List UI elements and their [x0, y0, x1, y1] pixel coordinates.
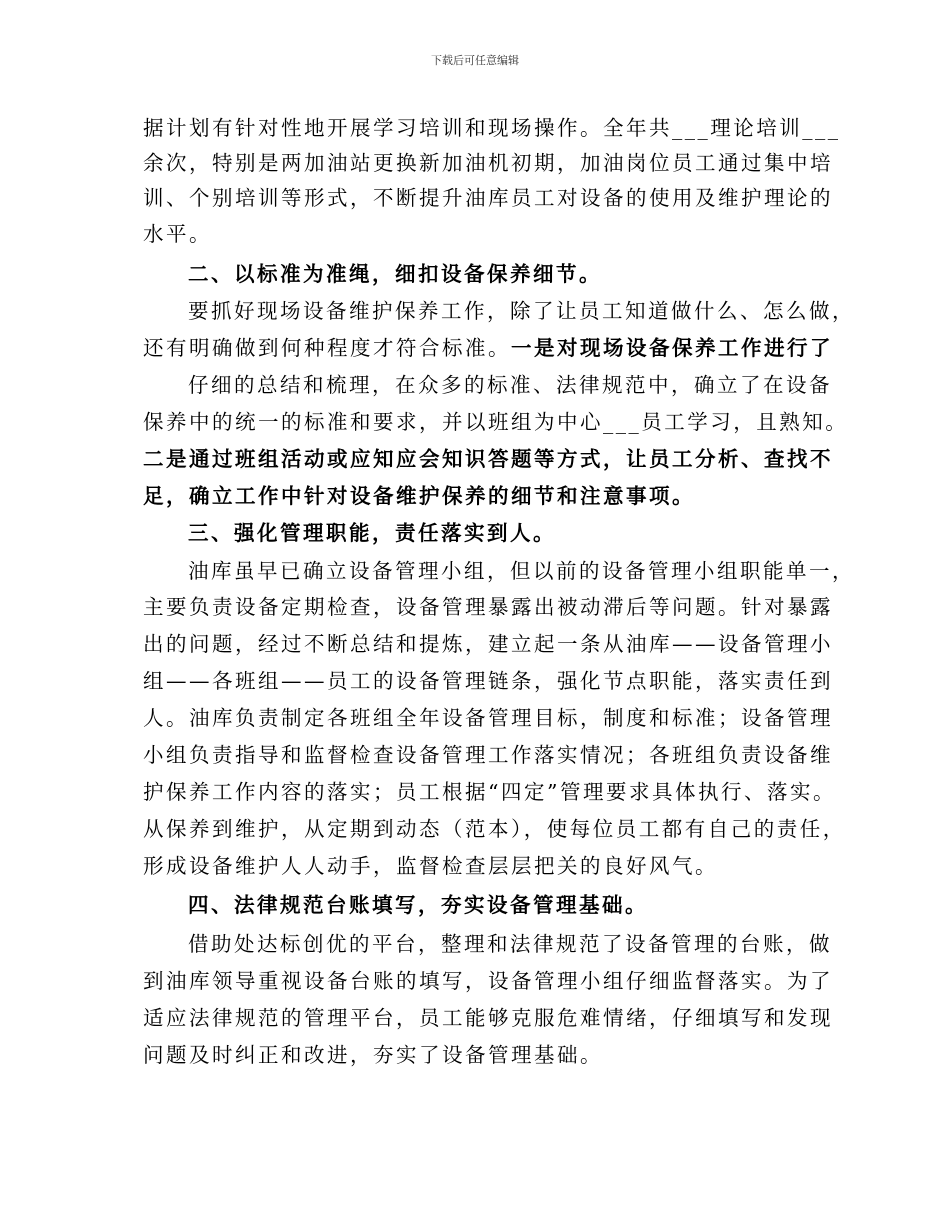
body-line: 借助处达标创优的平台，整理和法律规范了设备管理的台账，做 [188, 932, 832, 956]
body-line: 仔细的总结和梳理，在众多的标准、法律规范中，确立了在设备 [188, 373, 832, 397]
body-line: 主要负责设备定期检查，设备管理暴露出被动滞后等问题。针对暴露 [143, 595, 833, 619]
body-line: 出的问题，经过不断总结和提炼，建立起一条从油库——设备管理小 [143, 632, 833, 656]
body-text-emphasis: 一是对现场设备保养工作进行了 [511, 336, 833, 360]
body-line: 适应法律规范的管理平台，员工能够克服危难情绪，仔细填写和发现 [143, 1006, 833, 1030]
body-text-normal: 还有明确做到何种程度才符合标准。 [143, 336, 511, 360]
body-line: 油库虽早已确立设备管理小组，但以前的设备管理小组职能单一， [188, 559, 855, 583]
body-line: 余次，特别是两加油站更换新加油机初期，加油岗位员工通过集中培 [143, 151, 833, 175]
body-line: 组——各班组——员工的设备管理链条，强化节点职能，落实责任到 [143, 669, 833, 693]
body-line-emphasis: 足，确立工作中针对设备维护保养的细节和注意事项。 [143, 484, 695, 508]
body-line-emphasis: 二是通过班组活动或应知应会知识答题等方式，让员工分析、查找不 [143, 447, 833, 471]
page-header: 下载后可任意编辑 [431, 54, 519, 67]
section-heading: 四、法律规范台账填写，夯实设备管理基础。 [188, 893, 648, 917]
section-heading: 二、以标准为准绳，细扣设备保养细节。 [188, 262, 602, 286]
body-line: 问题及时纠正和改进，夯实了设备管理基础。 [143, 1043, 603, 1067]
body-line: 护保养工作内容的落实；员工根据“四定”管理要求具体执行、落实。 [143, 780, 836, 804]
body-line: 要抓好现场设备维护保养工作，除了让员工知道做什么、怎么做， [188, 299, 855, 323]
body-line: 小组负责指导和监督检查设备管理工作落实情况；各班组负责设备维 [143, 743, 833, 767]
body-line: 形成设备维护人人动手，监督检查层层把关的良好风气。 [143, 854, 718, 878]
section-heading: 三、强化管理职能，责任落实到人。 [188, 521, 556, 545]
body-line: 人。油库负责制定各班组全年设备管理目标，制度和标准；设备管理 [143, 706, 833, 730]
body-line: 水平。 [143, 222, 212, 246]
body-line [143, 333, 833, 363]
body-line: 保养中的统一的标准和要求，并以班组为中心___员工学习，且熟知。 [143, 410, 849, 434]
body-line: 到油库领导重视设备台账的填写，设备管理小组仔细监督落实。为了 [143, 969, 833, 993]
body-line: 从保养到维护，从定期到动态（范本），使每位员工都有自己的责任， [143, 817, 846, 841]
body-line: 据计划有针对性地开展学习培训和现场操作。全年共___理论培训___ [143, 116, 841, 140]
body-line: 训、个别培训等形式，不断提升油库员工对设备的使用及维护理论的 [143, 186, 833, 210]
